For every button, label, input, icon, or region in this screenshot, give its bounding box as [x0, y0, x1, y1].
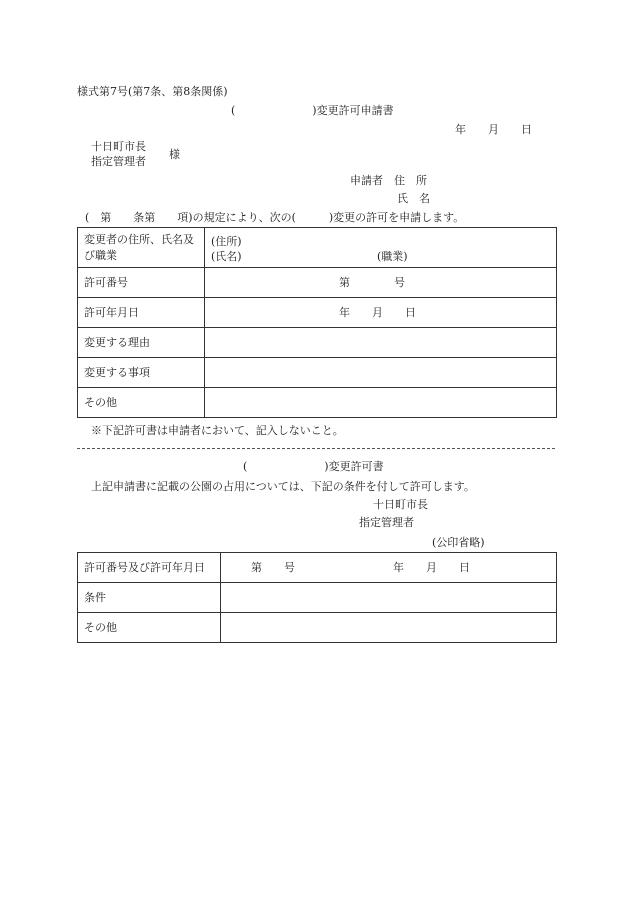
form-number: 様式第7号(第7条、第8条関係)	[77, 85, 228, 98]
permit-body-text: 上記申請書に記載の公園の占用については、下記の条件を付して許可します。	[91, 480, 475, 493]
permit-date-value: 年 月 日	[339, 306, 416, 319]
issuer-manager: 指定管理者	[359, 516, 414, 529]
name-label: (氏名)	[211, 250, 242, 263]
application-table	[77, 227, 557, 418]
label-changer-info: 変更者の住所、氏名及び職業	[78, 228, 205, 268]
table-row	[78, 388, 557, 418]
label-permit-number: 許可番号	[78, 268, 205, 298]
table-row	[78, 228, 557, 268]
table-row	[78, 328, 557, 358]
permit-other-cell[interactable]	[221, 613, 557, 643]
label-other: その他	[78, 388, 205, 418]
changer-info-cell	[205, 228, 557, 268]
honorific: 様	[169, 148, 180, 161]
regulation-text: ( 第 条第 項)の規定により、次の( )変更の許可を申請します。	[85, 211, 465, 224]
permit-number-value: 第 号	[339, 276, 405, 289]
table-row	[78, 583, 557, 613]
permit-date-cell	[205, 298, 557, 328]
label-permit-date: 許可年月日	[78, 298, 205, 328]
table-row	[78, 553, 557, 583]
note: ※下記許可書は申請者において、記入しないこと。	[91, 424, 344, 437]
table-row	[78, 268, 557, 298]
application-date-line: 年 月 日	[455, 123, 532, 136]
addressee-manager: 指定管理者	[91, 155, 146, 168]
label-permit-other: その他	[78, 613, 221, 643]
cut-line	[77, 448, 555, 449]
permit-number-cell	[205, 268, 557, 298]
permit-number: 第 号	[251, 561, 295, 574]
table-row	[78, 613, 557, 643]
application-title: ( )変更許可申請書	[231, 104, 394, 117]
permit-number-date-cell	[221, 553, 557, 583]
address-label: (住所)	[211, 235, 242, 248]
issuer-mayor: 十日町市長	[373, 498, 428, 511]
applicant-address-label: 申請者 住 所	[350, 174, 427, 187]
other-cell[interactable]	[205, 388, 557, 418]
applicant-name-label: 氏 名	[397, 192, 430, 205]
conditions-cell[interactable]	[221, 583, 557, 613]
occupation-label: (職業)	[377, 250, 408, 263]
table-row	[78, 298, 557, 328]
seal-note: (公印省略)	[432, 536, 485, 549]
label-change-items: 変更する事項	[78, 358, 205, 388]
addressee-mayor: 十日町市長	[91, 140, 146, 153]
permit-title: ( )変更許可書	[243, 460, 384, 473]
change-items-cell[interactable]	[205, 358, 557, 388]
label-conditions: 条件	[78, 583, 221, 613]
permit-date: 年 月 日	[393, 561, 470, 574]
change-reason-cell[interactable]	[205, 328, 557, 358]
table-row	[78, 358, 557, 388]
label-change-reason: 変更する理由	[78, 328, 205, 358]
permit-table	[77, 552, 557, 643]
label-permit-number-date: 許可番号及び許可年月日	[78, 553, 221, 583]
